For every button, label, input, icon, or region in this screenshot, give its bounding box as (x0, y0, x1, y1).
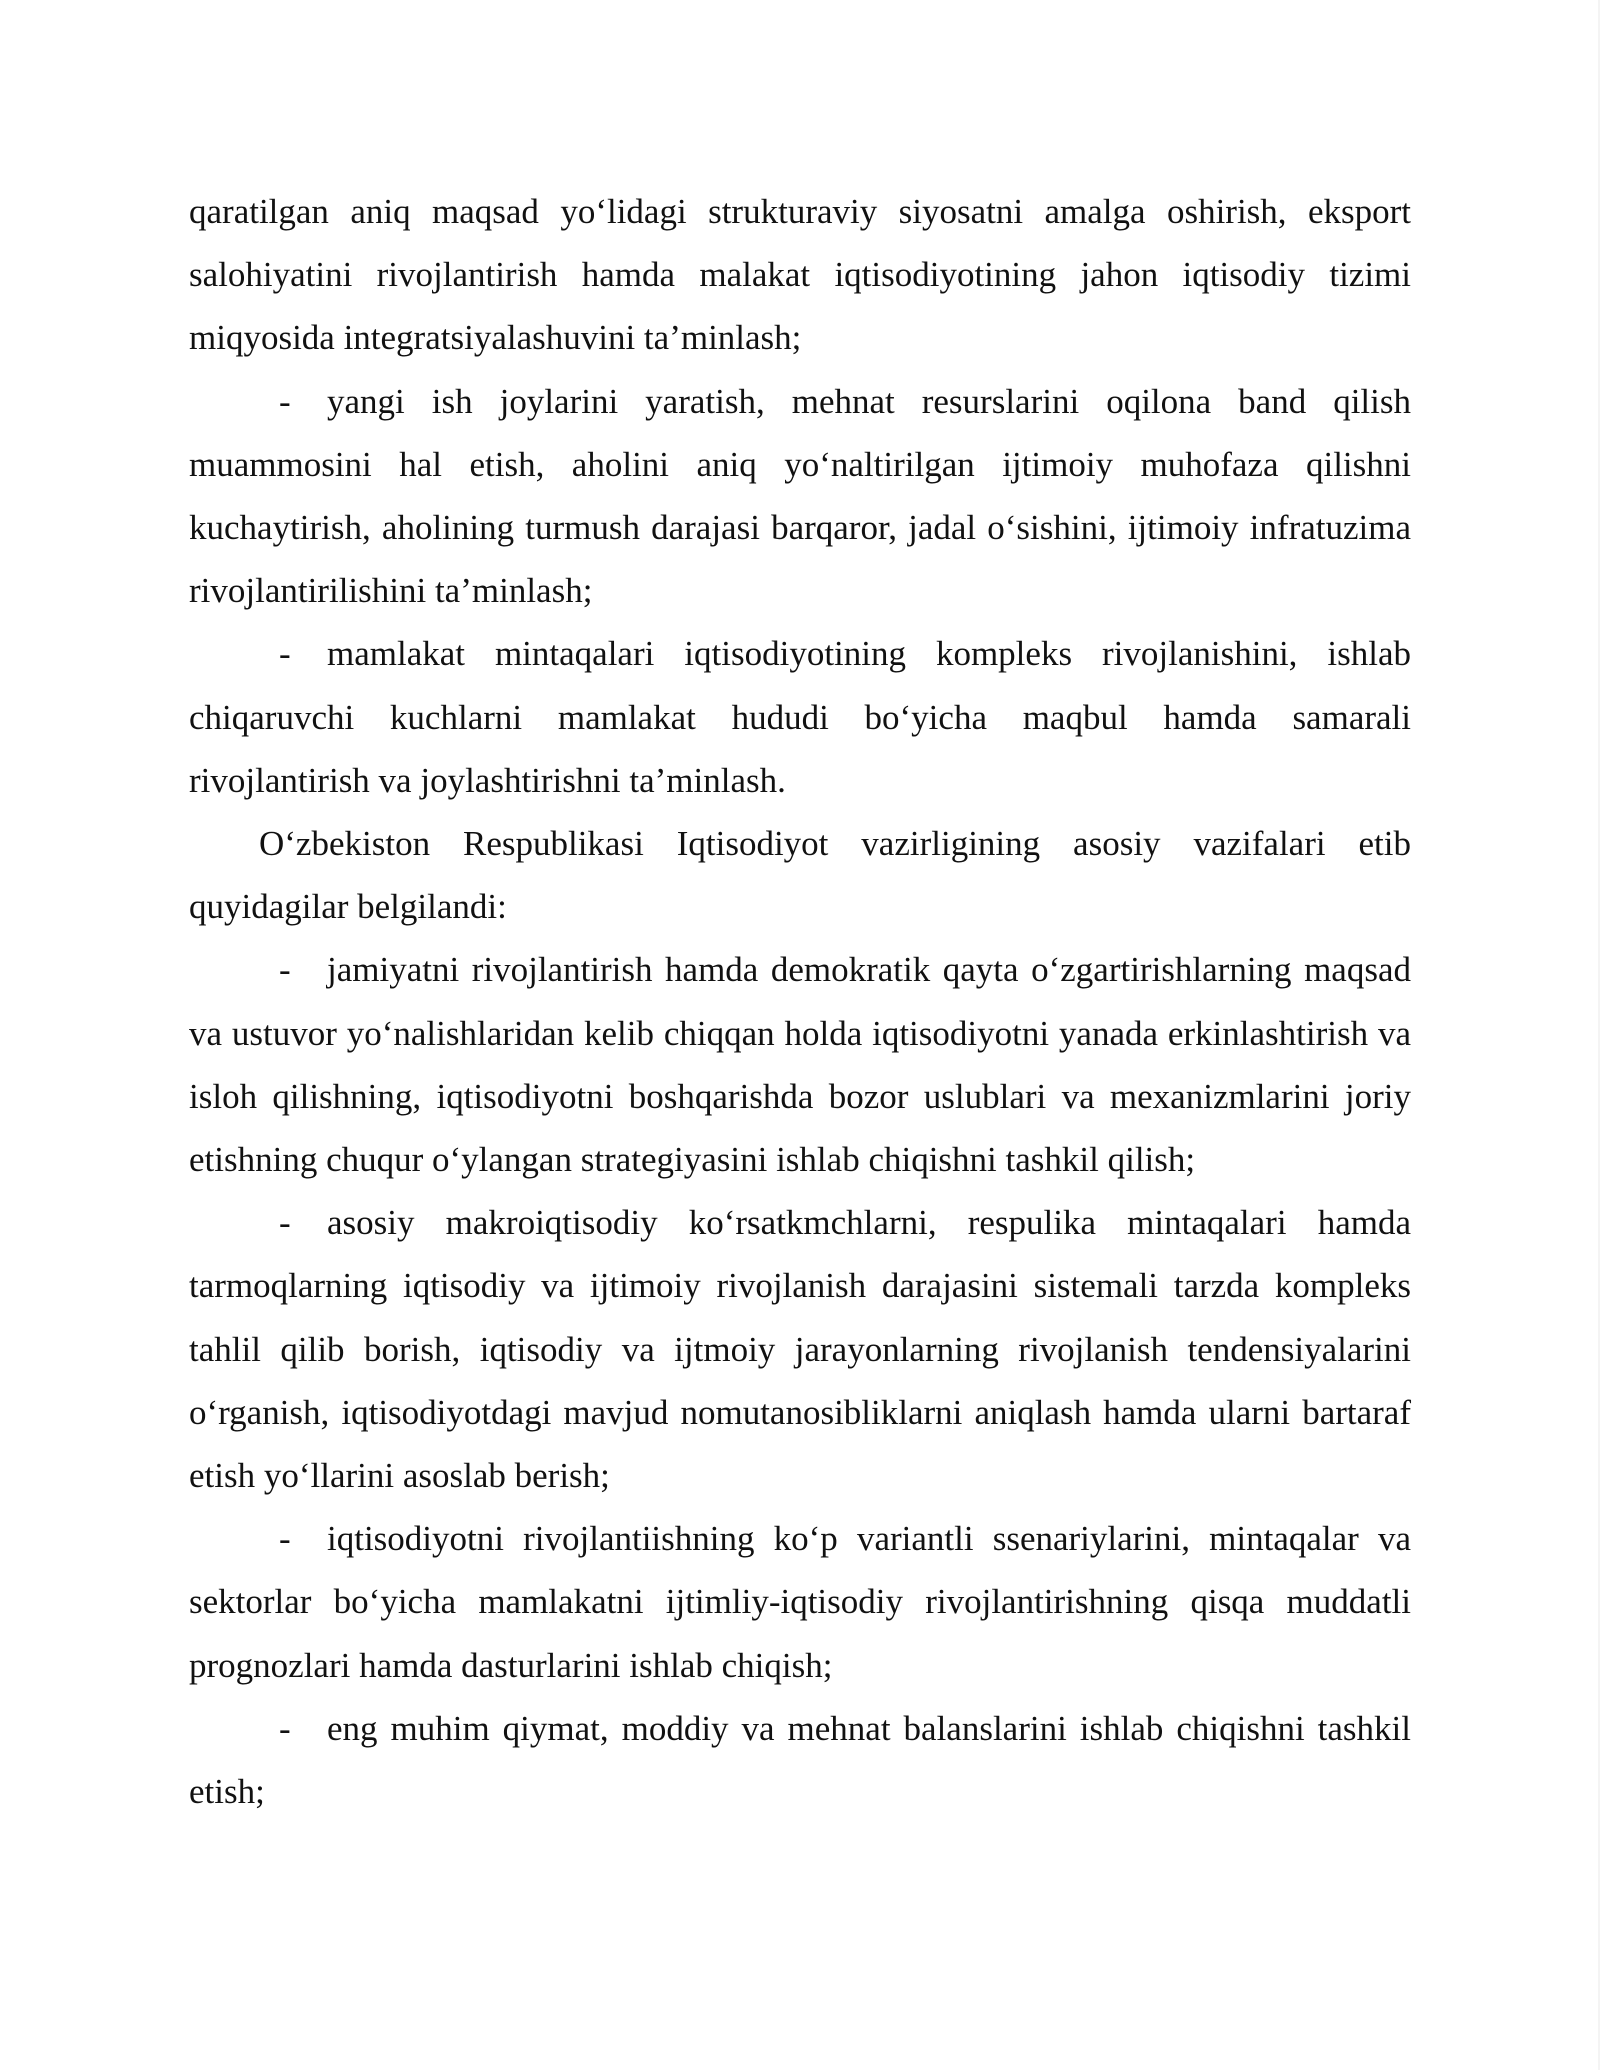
bullet-item-strategy (189, 938, 1411, 1191)
bullet-item-balances (189, 1697, 1411, 1823)
bullet-marker: - (279, 1519, 291, 1559)
bullet-item-new-jobs (189, 370, 1411, 623)
paragraph-text: qaratilgan aniq maqsad yo‘lidagi strukturaviy siyosatni amalga oshirish, eksport salohiyatini rivojlantirish hamda malakat iqtisodiyotining jahon iqtisodiy tizimi miqyosida integratsiyalashuvini ta’minlash; (189, 192, 1411, 358)
bullet-text: eng muhim qiymat, moddiy va mehnat balanslarini ishlab chiqishni tashkil etish; (189, 1708, 1411, 1812)
bullet-marker: - (279, 950, 291, 990)
paragraph-text: O‘zbekiston Respublikasi Iqtisodiyot vazirligining asosiy vazifalari etib quyidagilar belgilandi: (189, 824, 1411, 927)
bullet-item-regional-development (189, 622, 1411, 812)
body-text (189, 180, 1411, 1823)
paragraph-continuation (189, 180, 1411, 370)
paragraph-ministry-tasks (189, 812, 1411, 938)
bullet-text: iqtisodiyotni rivojlantiishning ko‘p variantli ssenariylarini, mintaqalar va sektorlar bo‘yicha mamlakatni ijtimliy-iqtisodiy rivojlantirishning qisqa muddatli prognozlari hamda dasturlarini ishlab chiqish; (189, 1519, 1411, 1685)
bullet-marker: - (279, 1708, 291, 1748)
bullet-item-forecasts (189, 1507, 1411, 1697)
bullet-marker: - (279, 634, 291, 674)
bullet-text: jamiyatni rivojlantirish hamda demokratik qayta o‘zgartirishlarning maqsad va ustuvor yo‘nalishlaridan kelib chiqqan holda iqtisodiyotni yanada erkinlashtirish va isloh qilishning, iqtisodiyotni boshqarishda bozor uslublari va mexanizmlarini joriy etishning chuqur o‘ylangan strategiyasini ishlab chiqishni tashkil qilish; (189, 950, 1411, 1180)
bullet-text: yangi ish joylarini yaratish, mehnat resurslarini oqilona band qilish muammosini hal etish, aholini aniq yo‘naltirilgan ijtimoiy muhofaza qilishni kuchaytirish, aholining turmush darajasi barqaror, jadal o‘sishini, ijtimoiy infratuzima rivojlantirilishini ta’minlash; (189, 381, 1411, 611)
bullet-marker: - (279, 381, 291, 421)
bullet-text: asosiy makroiqtisodiy ko‘rsatkmchlarni, respulika mintaqalari hamda tarmoqlarning iqtisodiy va ijtimoiy rivojlanish darajasini sistemali tarzda kompleks tahlil qilib borish, iqtisodiy va ijtmoiy jarayonlarning rivojlanish tendensiyalarini o‘rganish, iqtisodiyotdagi mavjud nomutanosibliklarni aniqlash hamda ularni bartaraf etish yo‘llarini asoslab berish; (189, 1203, 1411, 1496)
bullet-item-analysis (189, 1191, 1411, 1507)
bullet-text: mamlakat mintaqalari iqtisodiyotining kompleks rivojlanishini, ishlab chiqaruvchi kuchlarni mamlakat hududi bo‘yicha maqbul hamda samarali rivojlantirish va joylashtirishni ta’minlash. (189, 634, 1411, 800)
bullet-marker: - (279, 1203, 291, 1243)
